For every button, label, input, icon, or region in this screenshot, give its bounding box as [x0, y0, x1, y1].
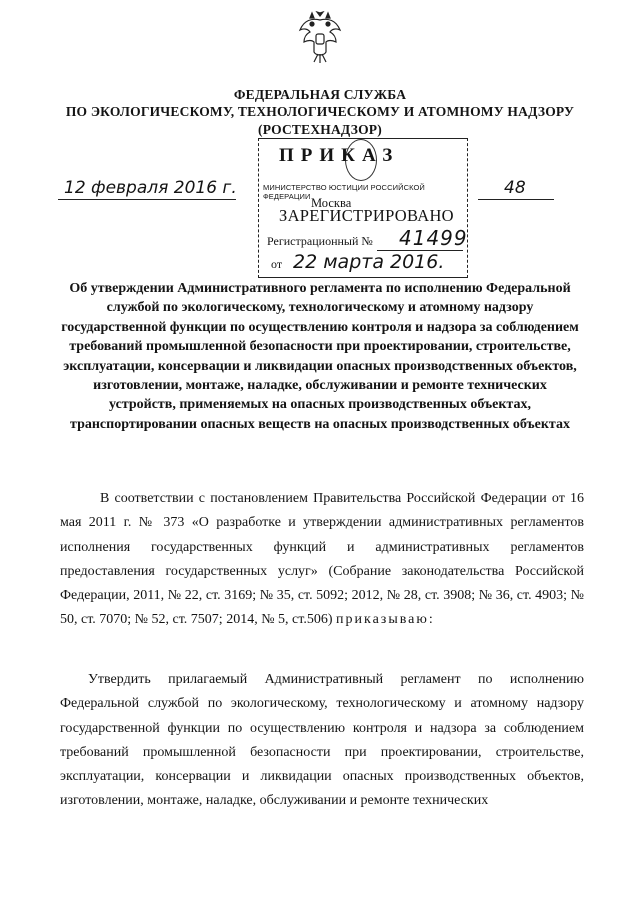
- registration-stamp: [258, 138, 468, 278]
- body-paragraph-1: [60, 487, 584, 633]
- double-headed-eagle-icon: [296, 10, 344, 66]
- stamp-reg-label: Регистрационный №: [267, 234, 373, 248]
- stamp-city: Москва: [311, 196, 352, 210]
- order-number: 48: [504, 178, 526, 198]
- agency-name-line2: ПО ЭКОЛОГИЧЕСКОМУ, ТЕХНОЛОГИЧЕСКОМУ И АТОМНОМУ НАДЗОРУ: [65, 104, 575, 119]
- agency-name-line1: ФЕДЕРАЛЬНАЯ СЛУЖБА: [233, 87, 407, 102]
- stamp-registered: ЗАРЕГИСТРИРОВАНО: [279, 206, 454, 225]
- stamp-ministry: МИНИСТЕРСТВО ЮСТИЦИИ РОССИЙСКОЙ ФЕДЕРАЦИИ: [263, 183, 425, 201]
- order-verb: приказываю:: [336, 612, 435, 628]
- stamp-from-label: от: [271, 257, 283, 271]
- body-paragraph-2: Утвердить прилагаемый Административный регламент по исполнению Федеральной службой по экологическому, технологическому и атомному надзору государственной функции по осуществлению контроля и надзора за соблюдением требований промышленной безопасности при проектировании, строительстве, эксплуатации, консервации и ликвидации опасных производственных объектов, изготовлении, монтаже, наладке, обслуживании и ремонте технических: [60, 672, 584, 809]
- date-underline: [58, 199, 236, 200]
- paragraph-1-text: В соответствии с постановлением Правительства Российской Федерации от 16 мая 2011 г. № 373 «О разработке и утверждении административных регламентов исполнения государственных функций и административных регламентов предоставления государственных услуг» (Собрание законодательства Российской Федерации, 2011, № 22, ст. 3169; № 35, ст. 5092; 2012, № 28, ст. 3908; № 36, ст. 4903; № 50, ст. 7070; № 52, ст. 7507; 2014, № 5, ст.506): [60, 491, 584, 628]
- document-title: Об утверждении Административного регламента по исполнению Федеральной службой по экологическому, технологическому и атомному надзору государственной функции по осуществлению контроля и надзора за соблюдением требований промышленной безопасности при проектировании, строительстве, эксплуатации, консервации и ликвидации опасных производственных объектов, изготовлении, монтаже, наладке, обслуживании и ремонте технических устройств, применяемых на опасных производственных объектах, транспортировании опасных веществ на опасных производственных объектах: [61, 281, 579, 432]
- stamp-from-date: 22 марта 2016.: [293, 251, 445, 273]
- number-underline: [478, 199, 554, 200]
- order-title: ПРИКАЗ: [279, 145, 400, 166]
- order-date: 12 февраля 2016 г.: [64, 178, 237, 198]
- stamp-reg-number: 41499: [399, 226, 468, 250]
- agency-abbreviation: (РОСТЕХНАДЗОР): [258, 122, 382, 137]
